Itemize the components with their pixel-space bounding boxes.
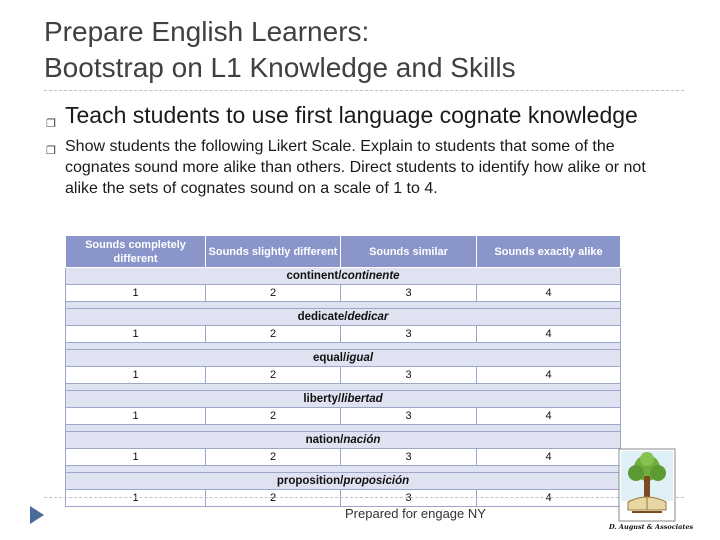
scale-2-cell[interactable]: 2 xyxy=(206,367,341,384)
bullet-list xyxy=(44,100,684,199)
scale-3-cell[interactable]: 3 xyxy=(341,367,477,384)
bullet-item xyxy=(44,100,684,130)
scale-4-cell[interactable]: 4 xyxy=(477,449,621,466)
spacer-row xyxy=(66,425,621,432)
header-similar: Sounds similar xyxy=(341,236,477,268)
scale-2-cell[interactable]: 2 xyxy=(206,449,341,466)
cognate-pair: continent/continente xyxy=(66,268,621,285)
scale-4-cell[interactable]: 4 xyxy=(477,490,621,507)
cognate-pair: equal/igual xyxy=(66,350,621,367)
square-bullet-icon: ❐ xyxy=(46,145,56,157)
scale-1-cell[interactable]: 1 xyxy=(66,326,206,343)
logo-caption: D. August & Associates xyxy=(609,523,694,531)
scale-1-cell[interactable]: 1 xyxy=(66,449,206,466)
cognate-pair: nation/nación xyxy=(66,432,621,449)
scale-4-cell[interactable]: 4 xyxy=(477,367,621,384)
header-completely-different: Sounds completely different xyxy=(66,236,206,268)
scale-row xyxy=(66,449,621,466)
scale-2-cell[interactable]: 2 xyxy=(206,490,341,507)
scale-row xyxy=(66,367,621,384)
cognate-pair-row xyxy=(66,432,621,449)
scale-2-cell[interactable]: 2 xyxy=(206,326,341,343)
scale-1-cell[interactable]: 1 xyxy=(66,490,206,507)
title-divider xyxy=(44,90,684,91)
triangle-arrow-icon[interactable] xyxy=(30,506,44,524)
bullet-text: Show students the following Likert Scale. Explain to students that some of the cognates sound more alike than others. Direct students to identify how alike or not alike the sets of cognates sound on a scale of 1 to 4. xyxy=(65,138,646,197)
cognate-pair-row xyxy=(66,391,621,408)
scale-3-cell[interactable]: 3 xyxy=(341,490,477,507)
slide-title xyxy=(44,14,684,86)
cognate-pair-row xyxy=(66,350,621,367)
scale-2-cell[interactable]: 2 xyxy=(206,285,341,302)
bullet-text: Teach students to use first language cognate knowledge xyxy=(65,102,638,128)
spacer-row xyxy=(66,343,621,350)
cognate-pair: proposition/proposición xyxy=(66,473,621,490)
footer-divider xyxy=(44,497,684,498)
scale-3-cell[interactable]: 3 xyxy=(341,408,477,425)
footer-text: Prepared for engage NY xyxy=(345,506,486,521)
scale-2-cell[interactable]: 2 xyxy=(206,408,341,425)
slide-title-line2: Bootstrap on L1 Knowledge and Skills xyxy=(44,52,516,83)
scale-4-cell[interactable]: 4 xyxy=(477,285,621,302)
scale-3-cell[interactable]: 3 xyxy=(341,449,477,466)
header-slightly-different: Sounds slightly different xyxy=(206,236,341,268)
cognate-pair-row xyxy=(66,268,621,285)
cognate-pair-row xyxy=(66,309,621,326)
table-header-row xyxy=(66,236,621,268)
bullet-item xyxy=(44,136,664,199)
scale-1-cell[interactable]: 1 xyxy=(66,367,206,384)
scale-4-cell[interactable]: 4 xyxy=(477,408,621,425)
cognate-pair-row xyxy=(66,473,621,490)
tree-logo-icon xyxy=(618,448,676,522)
spacer-row xyxy=(66,384,621,391)
scale-row xyxy=(66,408,621,425)
spacer-row xyxy=(66,466,621,473)
scale-4-cell[interactable]: 4 xyxy=(477,326,621,343)
scale-row xyxy=(66,490,621,507)
slide-title-line1: Prepare English Learners: xyxy=(44,16,370,47)
scale-1-cell[interactable]: 1 xyxy=(66,408,206,425)
scale-1-cell[interactable]: 1 xyxy=(66,285,206,302)
likert-scale-table xyxy=(65,235,621,507)
scale-row xyxy=(66,326,621,343)
cognate-pair: liberty/libertad xyxy=(66,391,621,408)
scale-3-cell[interactable]: 3 xyxy=(341,285,477,302)
cognate-pair: dedicate/dedicar xyxy=(66,309,621,326)
square-bullet-icon: ❐ xyxy=(46,118,56,130)
spacer-row xyxy=(66,302,621,309)
header-exactly-alike: Sounds exactly alike xyxy=(477,236,621,268)
scale-row xyxy=(66,285,621,302)
scale-3-cell[interactable]: 3 xyxy=(341,326,477,343)
